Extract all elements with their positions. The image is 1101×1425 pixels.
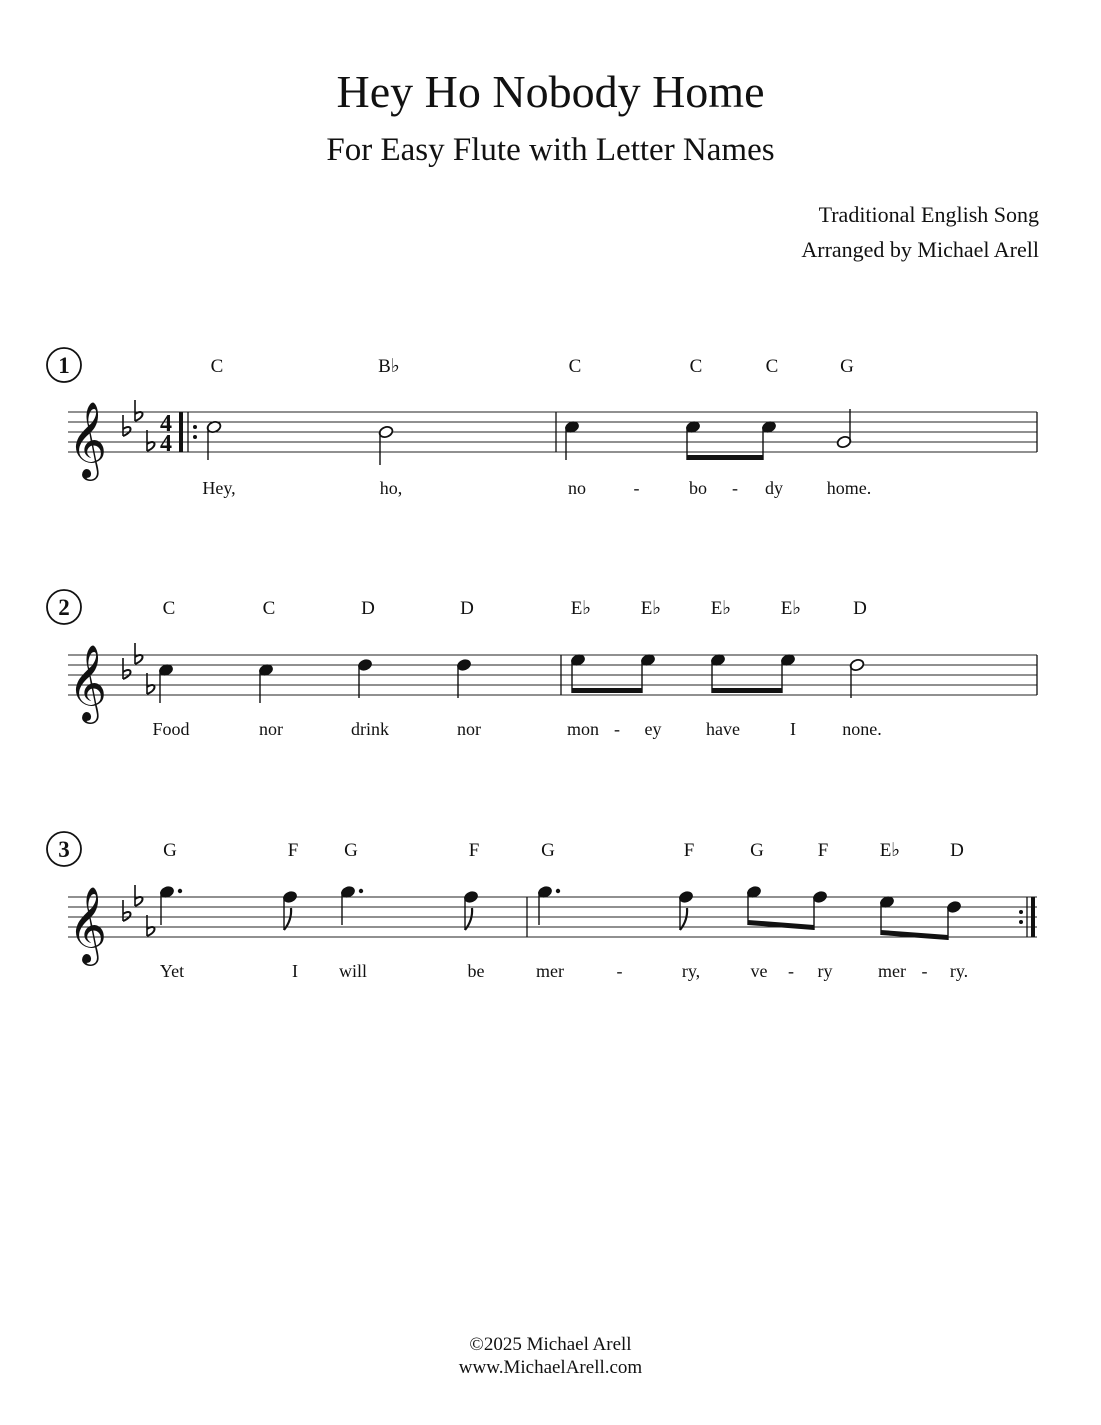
note <box>258 663 274 703</box>
lyric-syllable: mer <box>878 961 906 981</box>
lyric-syllable: Hey, <box>202 478 236 498</box>
lyric-hyphen: - <box>614 719 620 739</box>
lyric-syllable: I <box>790 719 796 739</box>
beam <box>748 920 814 930</box>
note-letter-name: C <box>765 356 779 377</box>
staff-system <box>47 348 1037 498</box>
note <box>206 420 222 460</box>
copyright-notice: ©2025 Michael Arell <box>469 1334 632 1355</box>
lyric-syllable: home. <box>826 478 872 498</box>
svg-text:2: 2 <box>58 595 70 620</box>
lyric-syllable: be <box>467 961 485 981</box>
flat-icon <box>123 658 131 679</box>
svg-text:4: 4 <box>160 431 172 457</box>
note-letter-name: G <box>840 356 854 377</box>
flat-icon <box>147 430 155 451</box>
note-letter-name: E♭ <box>780 598 802 619</box>
note <box>340 885 363 925</box>
staff-system <box>47 832 1037 981</box>
system-number <box>47 590 81 624</box>
beam <box>712 688 782 693</box>
arranger-credit: Arranged by Michael Arell <box>801 237 1039 262</box>
flat-icon <box>147 915 155 936</box>
composer-credit: Traditional English Song <box>818 202 1039 227</box>
lyric-syllable: ry, <box>681 961 701 981</box>
note-letter-name: G <box>344 840 358 861</box>
note-letter-name: E♭ <box>570 598 592 619</box>
lyric-syllable: will <box>338 961 368 981</box>
note-letter-name: C <box>568 356 582 377</box>
treble-clef-icon: 𝄞 <box>68 644 108 721</box>
note <box>456 658 472 698</box>
svg-text:1: 1 <box>58 353 70 378</box>
system-number <box>47 832 81 866</box>
note-letter-name: F <box>468 840 480 861</box>
note-letter-name: C <box>162 598 176 619</box>
beam-group <box>748 892 814 930</box>
note-letter-name: F <box>817 840 829 861</box>
note-letter-name: E♭ <box>879 840 901 861</box>
note-letter-name: E♭ <box>710 598 732 619</box>
lyric-hyphen: - <box>788 961 794 981</box>
note <box>357 658 373 698</box>
note <box>537 885 560 925</box>
lyric-syllable: have <box>706 719 740 739</box>
system-number <box>47 348 81 382</box>
lyric-syllable: Food <box>152 719 190 739</box>
flat-icon <box>147 673 155 694</box>
lyric-syllable: no <box>568 478 586 498</box>
augmentation-dot <box>359 889 363 893</box>
lyric-syllable: Yet <box>159 961 185 981</box>
note-letter-name: E♭ <box>640 598 662 619</box>
lyric-syllable: bo <box>689 478 707 498</box>
note-letter-name: B♭ <box>378 356 400 377</box>
note <box>678 890 694 930</box>
note-letter-name: C <box>262 598 276 619</box>
note-letter-name: D <box>950 840 964 861</box>
augmentation-dot <box>556 889 560 893</box>
lyric-syllable: ho, <box>379 478 403 498</box>
lyric-syllable: ry <box>817 961 833 981</box>
augmentation-dot <box>178 889 182 893</box>
lyric-syllable: nor <box>259 719 283 739</box>
note-letter-name: G <box>163 840 177 861</box>
lyric-syllable: drink <box>351 719 389 739</box>
note-letter-name: D <box>460 598 474 619</box>
beam <box>572 688 642 693</box>
note-letter-name: D <box>853 598 867 619</box>
lyric-syllable: ry. <box>949 961 969 981</box>
note <box>463 890 479 930</box>
lyric-syllable: dy <box>765 478 783 498</box>
flat-icon <box>135 885 143 906</box>
lyric-syllable: none. <box>842 719 882 739</box>
lyric-syllable: mon <box>566 719 600 739</box>
lyric-syllable: mer <box>536 961 564 981</box>
note-letter-name: F <box>287 840 299 861</box>
flat-icon <box>123 415 131 436</box>
note <box>282 890 298 930</box>
lyric-hyphen: - <box>616 961 623 981</box>
lyric-syllable: I <box>292 961 298 981</box>
treble-clef-icon: 𝄞 <box>68 886 108 963</box>
note <box>836 409 852 449</box>
beam-group <box>881 902 948 940</box>
note <box>378 425 394 465</box>
beam <box>881 930 948 940</box>
lyric-syllable: ey <box>644 719 662 739</box>
note-letter-name: C <box>210 356 224 377</box>
note-letter-name: F <box>683 840 695 861</box>
svg-text:4: 4 <box>160 411 172 437</box>
lyric-hyphen: - <box>633 478 640 498</box>
lyric-hyphen: - <box>921 961 928 981</box>
treble-clef-icon: 𝄞 <box>68 401 108 478</box>
svg-text:3: 3 <box>58 837 70 862</box>
note-letter-name: G <box>750 840 764 861</box>
note-letter-name: C <box>689 356 703 377</box>
note-letter-name: D <box>361 598 375 619</box>
beam <box>687 455 763 460</box>
lyric-syllable: nor <box>457 719 481 739</box>
note <box>158 663 174 703</box>
flat-icon <box>123 900 131 921</box>
time-signature <box>160 411 172 457</box>
flat-icon <box>135 643 143 664</box>
page-subtitle: For Easy Flute with Letter Names <box>326 132 775 168</box>
note <box>564 420 580 460</box>
note-letter-name: G <box>541 840 555 861</box>
lyric-hyphen: - <box>732 478 738 498</box>
note <box>849 658 865 698</box>
flat-icon <box>135 400 143 421</box>
lyric-syllable: ve <box>750 961 768 981</box>
note <box>159 885 182 925</box>
website-link[interactable]: www.MichaelArell.com <box>458 1357 643 1378</box>
page-title: Hey Ho Nobody Home <box>336 66 765 117</box>
staff-system <box>47 590 1037 739</box>
